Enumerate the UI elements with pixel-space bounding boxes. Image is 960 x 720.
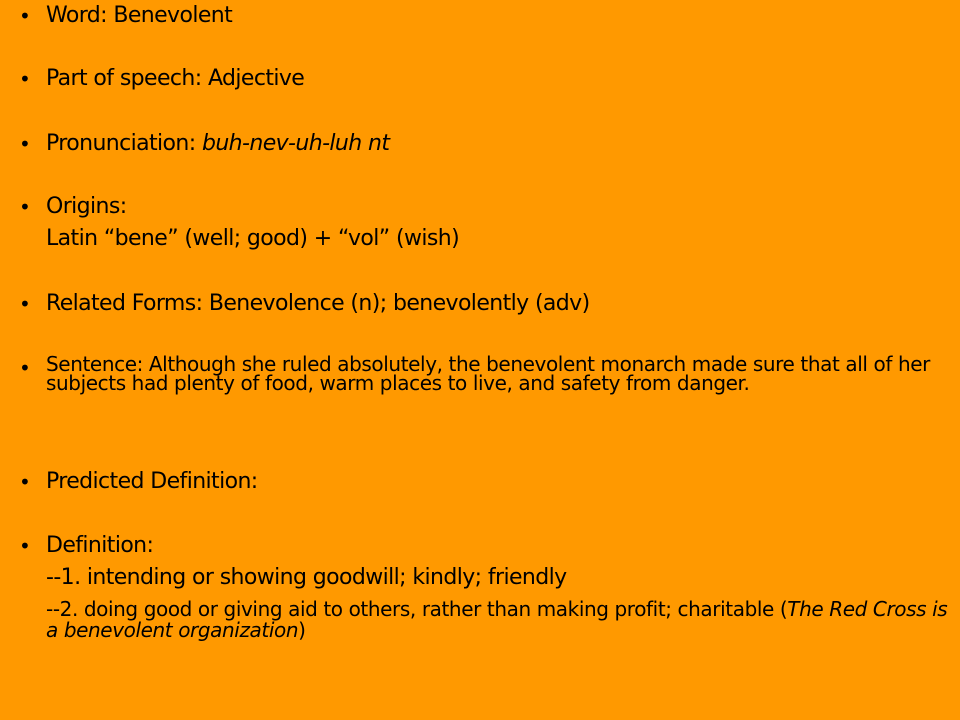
bullet: • [19, 356, 31, 380]
origins-label: Origins: [46, 194, 127, 219]
origins-detail: Latin “bene” (well; good) + “vol” (wish) [46, 226, 460, 251]
definition-1: --1. intending or showing goodwill; kindly; friendly [46, 565, 567, 590]
sentence-text: Sentence: Although she ruled absolutely, the benevolent monarch made sure that all of her subjects had plenty of food, warm places to live, and safety from danger. [46, 352, 930, 395]
bullet: • [19, 292, 31, 316]
bullet: • [19, 470, 31, 494]
definition-2-example: The Red Cross is a benevolent organization [46, 597, 948, 642]
pronunciation-label: Pronunciation: [46, 131, 202, 156]
definition-label: Definition: [46, 533, 154, 558]
bullet: • [19, 195, 31, 219]
definition-2 [46, 599, 952, 641]
word-text: Word: Benevolent [46, 3, 233, 28]
bullet: • [19, 67, 31, 91]
bullet: • [19, 132, 31, 156]
predicted-definition-text: Predicted Definition: [46, 469, 258, 494]
part-of-speech-text: Part of speech: Adjective [46, 66, 305, 91]
bullet: • [19, 4, 31, 28]
pronunciation-value: buh-nev-uh-luh nt [201, 131, 390, 156]
definition-2-text: --2. doing good or giving aid to others, rather than making profit; charitable ( [46, 597, 788, 621]
bullet: • [19, 534, 31, 558]
related-forms-text: Related Forms: Benevolence (n); benevolently (adv) [46, 291, 590, 316]
definition-2-close: ) [298, 618, 306, 642]
pronunciation-line [46, 133, 389, 155]
